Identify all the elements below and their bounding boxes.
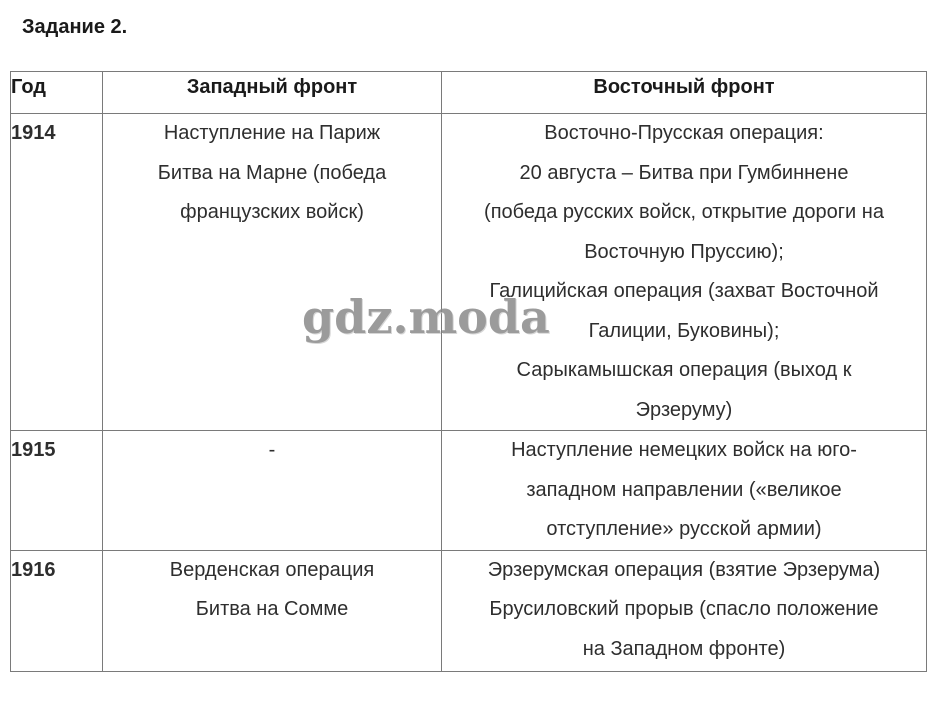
cell-line: Сарыкамышская операция (выход к <box>516 359 852 381</box>
table-row <box>11 550 927 671</box>
eastern-front-cell <box>442 550 927 671</box>
cell-line: 20 августа – Битва при Гумбиннене <box>519 161 849 184</box>
row-year: 1916 <box>11 550 103 671</box>
cell-line: Восточно-Прусская операция: <box>544 122 824 144</box>
cell-line: Брусиловский прорыв (спасло положение <box>489 598 879 620</box>
cell-line: - <box>268 439 276 461</box>
western-front-cell <box>103 114 442 431</box>
western-front-cell <box>103 550 442 671</box>
cell-line: западном направлении («великое <box>526 478 842 501</box>
cell-line: Битва на Марне (победа <box>157 161 387 184</box>
row-year: 1915 <box>11 431 103 551</box>
eastern-front-cell <box>442 431 927 551</box>
history-table <box>10 71 927 672</box>
table-header-row <box>11 72 927 114</box>
cell-line: Наступление немецких войск на юго- <box>511 439 857 461</box>
cell-line: французских войск) <box>180 201 364 223</box>
task-title: Задание 2. <box>22 16 128 38</box>
eastern-front-cell <box>442 114 927 431</box>
cell-line: Наступление на Париж <box>163 122 381 144</box>
western-front-cell <box>103 431 442 551</box>
header-year: Год <box>11 72 103 114</box>
cell-line: Эрзеруму) <box>635 398 733 421</box>
cell-line: (победа русских войск, открытие дороги на <box>484 201 884 223</box>
row-year: 1914 <box>11 114 103 431</box>
cell-line: отступление» русской армии) <box>546 518 822 540</box>
cell-line: на Западном фронте) <box>582 637 786 660</box>
cell-line: Восточную Пруссию); <box>584 240 784 263</box>
cell-line: Эрзерумская операция (взятие Эрзерума) <box>487 558 881 581</box>
cell-line: Галицийская операция (захват Восточной <box>489 280 879 302</box>
cell-line: Битва на Сомме <box>195 598 349 620</box>
cell-line: Верденская операция <box>169 558 375 581</box>
header-eastern-front: Восточный фронт <box>442 72 927 114</box>
table-row <box>11 431 927 551</box>
cell-line: Галиции, Буковины); <box>588 319 780 342</box>
table-row <box>11 114 927 431</box>
watermark: gdz.moda <box>302 290 550 344</box>
header-western-front: Западный фронт <box>103 72 442 114</box>
